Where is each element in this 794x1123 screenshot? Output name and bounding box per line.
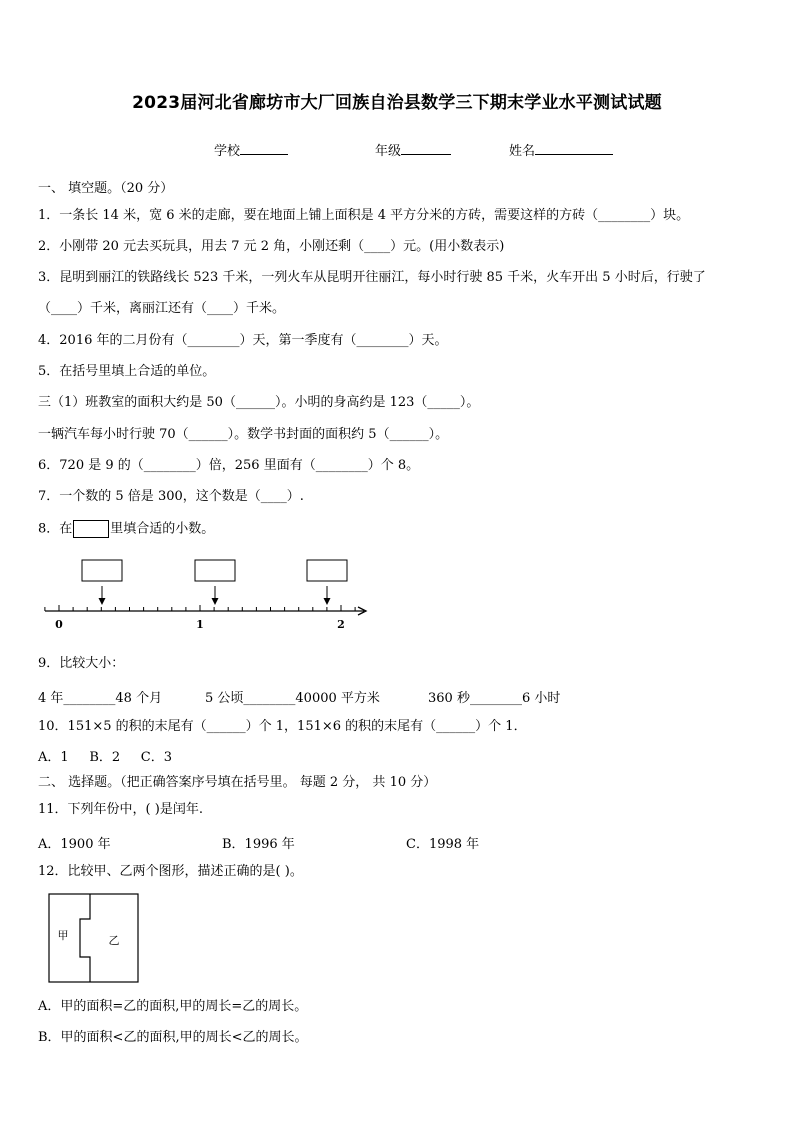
grade-blank[interactable]	[401, 141, 451, 155]
number-line-pointer-3	[324, 586, 331, 605]
question-5b: 一辆汽车每小时行驶 70（______）。数学书封面的面积约 5（______）。	[38, 427, 449, 442]
question-2: 2．小刚带 20 元去买玩具，用去 7 元 2 角，小刚还剩（____）元。(用小数表示)	[38, 239, 505, 254]
grade-field	[375, 140, 451, 159]
number-line-figure	[38, 555, 373, 633]
q12-option-a: A．甲的面积=乙的面积,甲的周长=乙的周长。	[38, 999, 308, 1014]
number-line-label-0: 0	[55, 618, 63, 631]
question-4: 4．2016 年的二月份有（________）天，第一季度有（________）天。	[38, 333, 448, 348]
q12-label-yi: 乙	[108, 934, 120, 947]
q9-item-1: 4 年________48 个月	[38, 691, 163, 706]
number-line-pointer-1	[99, 586, 106, 605]
q8-text-after: 里填合适的小数。	[110, 521, 215, 537]
question-3-line1: 3．昆明到丽江的铁路线长 523 千米，一列火车从昆明开往丽江，每小时行驶 85 千米，火车开出 5 小时后，行驶了	[38, 270, 706, 285]
q12-shapes-figure	[48, 893, 140, 985]
q11-option-c: C．1998 年	[406, 837, 480, 852]
exam-title: 2023届河北省廊坊市大厂回族自治县数学三下期末学业水平测试试题	[132, 93, 662, 113]
question-7: 7．一个数的 5 倍是 300，这个数是（____）.	[38, 489, 304, 504]
number-line-label-1: 1	[196, 618, 204, 631]
name-field	[509, 140, 613, 159]
q8-text-before: 8．在	[38, 521, 73, 537]
question-11: 11．下列年份中，( )是闰年.	[38, 802, 203, 817]
q8-answer-box[interactable]	[73, 520, 109, 538]
q12-label-jia: 甲	[57, 929, 69, 942]
number-line-ticks	[45, 605, 355, 611]
question-5a: 三（1）班教室的面积大约是 50（______）。小明的身高约是 123（_____）。	[38, 395, 480, 410]
q12-dividing-line	[80, 894, 90, 982]
school-field	[214, 140, 288, 159]
question-5: 5．在括号里填上合适的单位。	[38, 364, 216, 379]
number-line-answer-box-1[interactable]	[82, 560, 122, 581]
q9-item-2: 5 公顷________40000 平方米	[205, 691, 380, 706]
question-3-line2: （____）千米，离丽江还有（____）千米。	[38, 301, 286, 316]
q11-option-b: B．1996 年	[222, 837, 295, 852]
grade-label: 年级	[375, 144, 402, 159]
question-1: 1．一条长 14 米，宽 6 米的走廊，要在地面上铺上面积是 4 平方分米的方砖，需要这样的方砖（________）块。	[38, 208, 690, 223]
question-9: 9．比较大小：	[38, 656, 125, 671]
question-8	[38, 520, 214, 538]
number-line-pointer-2	[212, 586, 219, 605]
name-label: 姓名	[509, 144, 536, 159]
q12-option-b: B．甲的面积<乙的面积,甲的周长<乙的周长。	[38, 1030, 308, 1045]
q9-item-3: 360 秒________6 小时	[428, 691, 561, 706]
section1-heading: 一、 填空题。（20 分）	[38, 181, 174, 196]
school-blank[interactable]	[240, 141, 288, 155]
q11-option-a: A．1900 年	[38, 837, 111, 852]
name-blank[interactable]	[535, 141, 613, 155]
q10-options: A．1 B．2 C．3	[38, 750, 173, 765]
question-10: 10．151×5 的积的末尾有（______）个 1，151×6 的积的末尾有（______）个 1．	[38, 719, 527, 734]
section2-heading: 二、 选择题。（把正确答案序号填在括号里。 每题 2 分， 共 10 分）	[38, 775, 437, 790]
question-12: 12．比较甲、乙两个图形，描述正确的是( )。	[38, 864, 303, 879]
school-label: 学校	[214, 144, 241, 159]
number-line-answer-box-3[interactable]	[307, 560, 347, 581]
number-line-label-2: 2	[337, 618, 345, 631]
number-line-answer-box-2[interactable]	[195, 560, 235, 581]
question-6: 6．720 是 9 的（________）倍，256 里面有（________）个 8。	[38, 458, 420, 473]
